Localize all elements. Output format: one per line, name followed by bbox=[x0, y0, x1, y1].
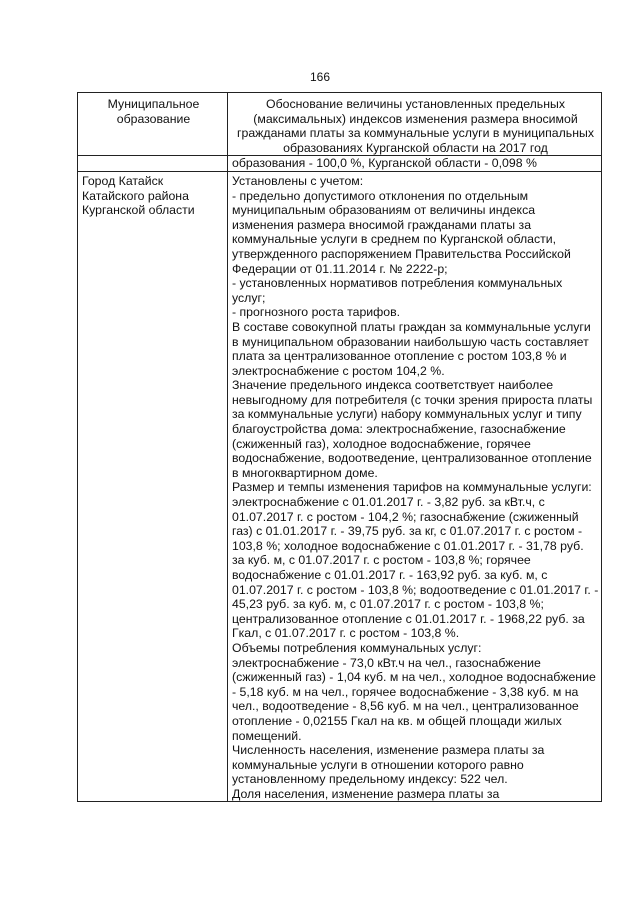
continuation-empty-cell bbox=[78, 156, 228, 172]
municipality-name: Город Катайск Катайского района Курганской области bbox=[78, 171, 228, 801]
table-row bbox=[78, 171, 602, 801]
tariffs-heading: Размер и темпы изменения тарифов на коммунальные услуги: bbox=[232, 480, 592, 495]
share-paragraph: Доля населения, изменение размера платы за bbox=[232, 786, 500, 801]
continuation-text: образования - 100,0 %, Курганской области - 0,098 % bbox=[228, 156, 602, 172]
established-item: - предельно допустимого отклонения по отдельным муниципальным образованиям от величины индекса изменения размера вносимой гражданами платы за коммунальные услуги в среднем по Курганской области, утвержденного распоряжением Правительства Российской Федерации от 01.11.2014 г. № 2222-р; bbox=[232, 188, 571, 276]
justification-content bbox=[228, 171, 602, 801]
established-item: - установленных нормативов потребления коммунальных услуг; bbox=[232, 276, 563, 305]
header-municipality: Муниципальное образование bbox=[78, 93, 228, 156]
structure-paragraph: В составе совокупной платы граждан за коммунальные услуги в муниципальном образовании наибольшую часть составляет плата за централизованное отопление с ростом 103,8 % и электроснабжение с ростом 104,2 %. bbox=[232, 319, 591, 378]
table-header-row bbox=[78, 93, 602, 156]
index-paragraph: Значение предельного индекса соответствует наиболее невыгодному для потребителя (с точки зрения прироста платы за коммунальные услуги) набору коммунальных услуг и типу благоустройства дома: электроснабжение, газоснабжение (сжиженный газ), холодное водоснабжение, горячее водоснабжение, водоотведение, централизованное отопление в многоквартирном доме. bbox=[232, 378, 593, 480]
population-paragraph: Численность населения, изменение размера платы за коммунальные услуги в отношении которого равно установленному предельному индексу: 522 чел. bbox=[232, 743, 545, 787]
volumes-text: электроснабжение - 73,0 кВт.ч на чел., газоснабжение (сжиженный газ) - 1,04 куб. м на чел., холодное водоснабжение - 5,18 куб. м на чел., горячее водоснабжение - 3,38 куб. м на чел., водоотведение - 8,56 куб. м на чел., централизованное отопление - 0,02155 Гкал на кв. м общей площади жилых помещений. bbox=[232, 655, 596, 743]
established-item: - прогнозного роста тарифов. bbox=[232, 305, 401, 320]
established-intro: Установлены с учетом: bbox=[232, 173, 364, 188]
continuation-row bbox=[78, 156, 602, 172]
header-justification: Обоснование величины установленных предельных (максимальных) индексов изменения размера вносимой гражданами платы за коммунальные услуги в муниципальных образованиях Курганской области на 2017 год bbox=[228, 93, 602, 156]
tariffs-text: электроснабжение с 01.01.2017 г. - 3,82 руб. за кВт.ч, с 01.07.2017 г. с ростом - 104,2 %; газоснабжение (сжиженный газ) с 01.01.2017 г. - 39,75 руб. за кг, с 01.07.2017 г. с ростом - 103,8 %; холодное водоснабжение с 01.01.2017 г. - 31,78 руб. за куб. м, с 01.07.2017 г. с ростом - 103,8 %; горячее водоснабжение с 01.01.2017 г. - 163,92 руб. за куб. м, с 01.07.2017 г. с ростом - 103,8 %; водоотведение с 01.01.2017 г. - 45,23 руб. за куб. м, с 01.07.2017 г. с ростом - 103,8 %; централизованное отопление с 01.01.2017 г. - 1968,22 руб. за Гкал, с 01.07.2017 г. с ростом - 103,8 %. bbox=[232, 495, 599, 641]
volumes-heading: Объемы потребления коммунальных услуг: bbox=[232, 640, 482, 655]
justification-table bbox=[77, 92, 602, 802]
page-number: 166 bbox=[309, 70, 331, 84]
